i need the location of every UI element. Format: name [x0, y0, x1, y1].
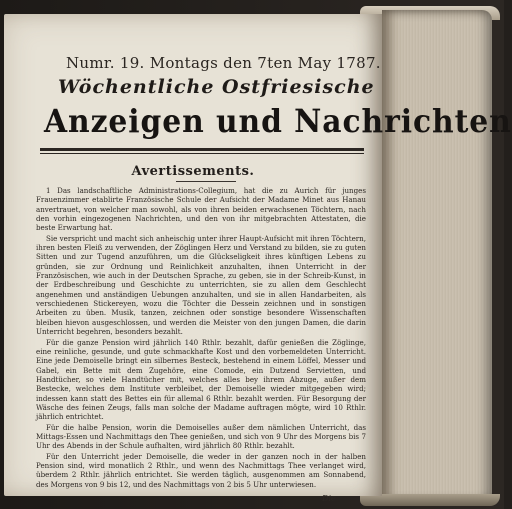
issue-line: Numr. 19. Montags den 7ten May 1787. [66, 54, 381, 72]
paragraph: Für die ganze Pension wird jährlich 140 Rthlr. bezahlt, dafür genießen die Zöglinge, eine reinliche, gesunde, und gute schmackhafte Kost und den vorbemeldeten Unterricht. Eine jede Demoiselle bringt ein silbernes Besteck, bestehend in einem Löffel, Messer und Gabel, ein Bette mit dem Zugehöre, eine Comode, ein Dutzend Servietten, und Handtücher, so viele Handtücher mit, welches alles bey ihrem Abzuge, außer dem Bestecke, welches dem Institute verbleibet, der Demoiselle wieder mitgegeben wird; indessen kann statt des Bettes ein für allemal 6 Rthlr. bezahlt werden. Für Besorgung der Wäsche des feinen Zeugs, falls man solche der Madame auftragen mögte, wird 10 Rthlr. jährlich entrichtet. [36, 337, 366, 422]
paragraph: Für die halbe Pension, worin die Demoiselles außer dem nämlichen Unterricht, das Mittags-Essen und Nachmittags den Thee genießen, und sich von 9 Uhr des Morgens bis 7 Uhr des Abends in der Schule aufhalten, wird jährlich 80 Rthlr. bezahlt. [36, 422, 366, 451]
masthead-rule-thin [40, 153, 364, 154]
masthead-kicker: Wöchentliche Ostfriesische [58, 76, 375, 98]
newspaper-page [4, 14, 512, 503]
paragraph: Sie verspricht und macht sich anheischig unter ihrer Haupt-Aufsicht mit ihren Töchtern, ihren besten Fleiß zu verwenden, der Zöglingen Herz und Verstand zu bilden, sie zu guten Sitten und zur Tugend anzuführen, um die Glückseligkeit ihres künftigen Lebens zu gründen, sie zur Ordnung und Reinlichkeit anzuhalten, ihnen Unterricht in der Französischen, wie auch in der Deutschen Sprache, zu geben, sie in der Schreib-Kunst, in der Erdbeschreibung und Geschichte zu unterrichten, sie zu allen dem Geschlecht angenehmen und anständigen Uebungen anzuhalten, und sie in allen Handarbeiten, als verschiedenen Stickereyen, wozu die Töchter die Dessein zeichnen und in sonstigen Arbeiten zu üben. Musik, tanzen, zeichnen oder sonstige besondere Wissenschaften bleiben hievon ausgeschlossen, und werden die Meister von den jungen Damen, die darin Unterricht begehren, besonders bezahlt. [36, 233, 366, 337]
book-page-edges [382, 10, 492, 502]
catchword: Die [322, 494, 336, 503]
paragraph: 1 Das landschaftliche Administrations-Collegium, hat die zu Aurich für junges Frauenzimmer etablirte Französische Schule der Aufsicht der Madame Minet aus Hanau anvertrauet, von welcher man sowohl, als von ihren beiden erwachsenen Töchtern, nach den vorhin eingezogenen Nachrichten, und den von ihr mitgebrachten Attestaten, die beste Erwartung hat. [36, 186, 366, 233]
section-rule [176, 181, 236, 182]
masthead-rule-thick [40, 148, 364, 151]
paragraph: Für den Unterricht jeder Demoiselle, die weder in der ganzen noch in der halben Pension sind, wird monatlich 2 Rthlr., und wenn des Nachmittags Thee verlanget wird, überdem 2 Rthlr. jährlich entrichtet. Sie werden täglich, ausgenommen am Sonnabend, des Morgens von 9 bis 12, und des Nachmittags von 2 bis 5 Uhr unterwiesen. [36, 451, 366, 489]
masthead-title: Anzeigen und Nachrichten [44, 102, 512, 140]
article-body [36, 186, 366, 490]
section-title: Avertissements. [131, 164, 255, 179]
